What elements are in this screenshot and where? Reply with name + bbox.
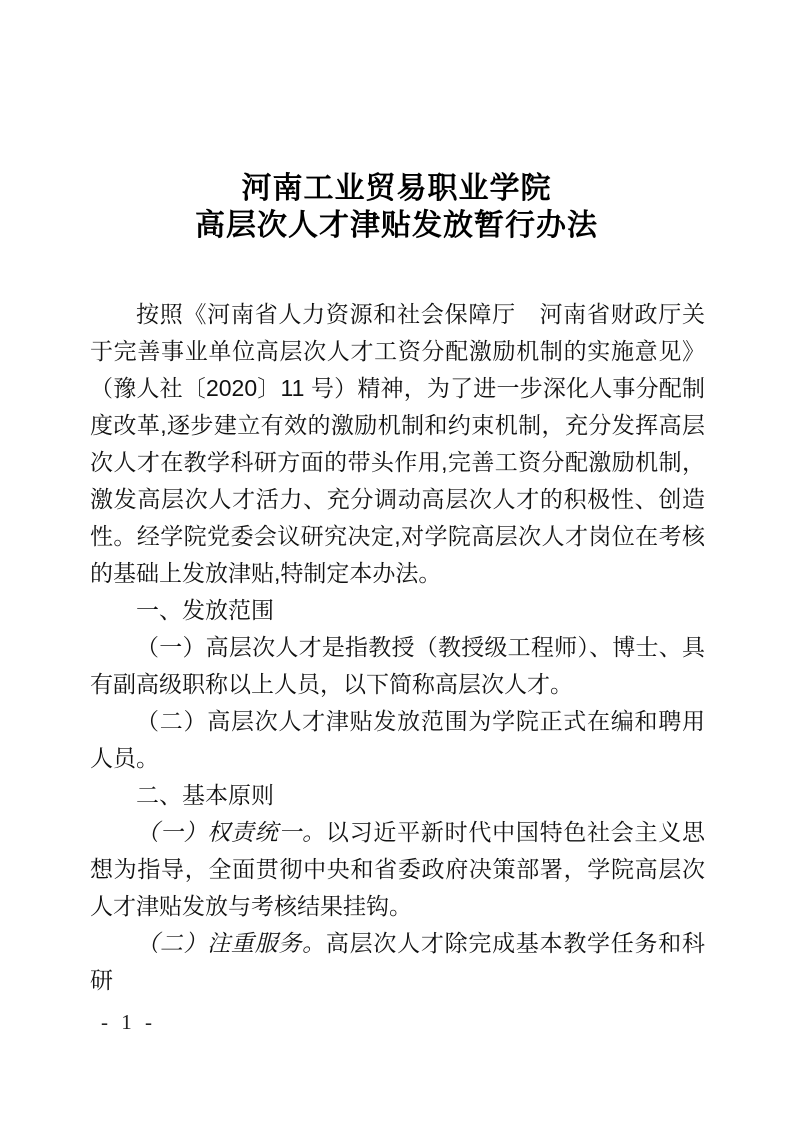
document-title xyxy=(0,170,793,244)
document-body xyxy=(90,296,705,999)
paragraph-principle-1 xyxy=(90,814,705,925)
principle-1-lead: （一）权责统一。 xyxy=(136,820,326,845)
paragraph-scope-1: （一）高层次人才是指教授（教授级工程师）、博士、具有副高级职称以上人员，以下简称高层次人才。 xyxy=(90,634,705,697)
section-heading-1: 一、发放范围 xyxy=(136,597,274,623)
paragraph-scope-2: （二）高层次人才津贴发放范围为学院正式在编和聘用人员。 xyxy=(90,708,705,771)
principle-2-lead: （二）注重服务。 xyxy=(136,931,326,956)
page-number: - 1 - xyxy=(101,1010,156,1034)
principle-2-text: 高层次人才除完成基本教学任务和科研 xyxy=(90,930,706,993)
paragraph-intro: 按照《河南省人力资源和社会保障厅 河南省财政厅关于完善事业单位高层次人才工资分配激励机制的实施意见》（豫人社〔2020〕11 号）精神，为了进一步深化人事分配制度改革,逐步建立有效的激励机制和约束机制，充分发挥高层次人才在教学科研方面的带头作用,完善工资分配激励机制，激发高层次人才活力、充分调动高层次人才的积极性、创造性。经学院党委会议研究决定,对学院高层次人才岗位在考核的基础上发放津贴,特制定本办法。 xyxy=(90,301,705,586)
document-title-line2: 高层次人才津贴发放暂行办法 xyxy=(195,209,598,242)
document-title-line1: 河南工业贸易职业学院 xyxy=(241,172,552,205)
principle-1-text: 以习近平新时代中国特色社会主义思想为指导，全面贯彻中央和省委政府决策部署，学院高层次人才津贴发放与考核结果挂钩。 xyxy=(90,819,706,919)
paragraph-principle-2 xyxy=(90,925,705,999)
section-heading-2: 二、基本原则 xyxy=(136,782,274,808)
